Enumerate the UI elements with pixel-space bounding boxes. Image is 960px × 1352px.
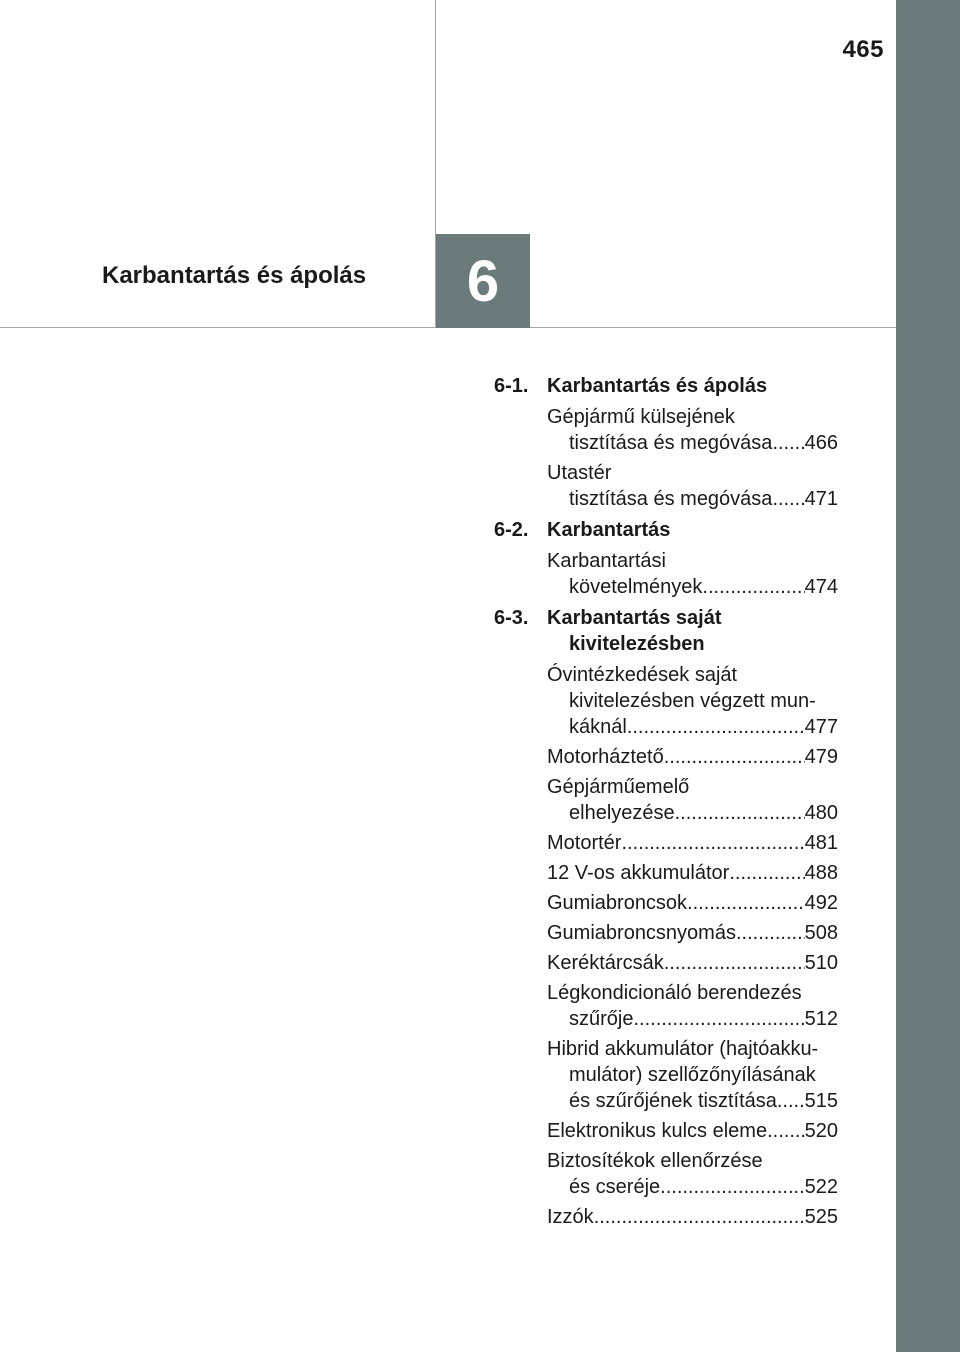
toc-entry[interactable] [547,980,838,1032]
dot-leader [621,830,804,856]
entry-page: 492 [804,892,838,914]
table-of-contents [494,373,838,1235]
entry-text: Gépjármű külsejének [547,406,735,428]
entry-page: 512 [804,1008,838,1030]
entry-text: Biztosítékok ellenőrzése [547,1150,763,1172]
entry-page: 522 [804,1176,838,1198]
entry-text: tisztítása és megóvása [569,488,773,510]
entry-page: 479 [804,746,838,768]
toc-entry[interactable] [547,1204,838,1230]
toc-section-6-3 [494,605,838,1230]
entry-page: 525 [804,1206,838,1228]
entry-text: káknál [569,716,627,738]
entry-text: Gépjárműemelő [547,776,690,798]
entry-text: és cseréje [569,1176,661,1198]
toc-entry[interactable] [547,662,838,740]
section-title-cont: kivitelezésben [569,633,705,655]
dot-leader [772,430,804,456]
entry-text: Légkondicionáló berendezés [547,982,802,1004]
dot-leader [627,714,805,740]
entry-text: szűrője [569,1008,634,1030]
toc-section-heading[interactable] [494,605,838,657]
entry-page: 474 [804,576,838,598]
section-title: Karbantartás és ápolás [547,375,768,397]
section-title: Karbantartás saját [547,607,722,629]
entry-text: követelmények [569,576,703,598]
dot-leader [772,486,804,512]
section-number: 6-3. [494,607,529,629]
entry-text: Motortér [547,832,622,854]
entry-page: 466 [804,432,838,454]
dot-leader [687,890,805,916]
entry-page: 510 [804,952,838,974]
toc-section-6-1 [494,373,838,512]
toc-entry[interactable] [547,920,838,946]
entry-text: mulátor) szellőzőnyílásának [569,1064,816,1086]
entry-text: Keréktárcsák [547,952,664,974]
dot-leader [633,1006,804,1032]
entry-text: Óvintézkedések saját [547,664,738,686]
entry-text: Hibrid akkumulátor (hajtóakku- [547,1038,819,1060]
section-number: 6-2. [494,519,529,541]
entry-page: 508 [804,922,838,944]
entry-text: Utastér [547,462,612,484]
toc-entry[interactable] [547,404,838,456]
toc-entry[interactable] [547,830,838,856]
dot-leader [729,860,804,886]
toc-entry[interactable] [547,950,838,976]
entry-text: és szűrőjének tisztítása [569,1090,777,1112]
entry-text: Gumiabroncsok [547,892,688,914]
section-number: 6-1. [494,375,529,397]
toc-entry[interactable] [547,460,838,512]
toc-entry[interactable] [547,1118,838,1144]
entry-text: 12 V-os akkumulátor [547,862,730,884]
toc-section-heading[interactable] [494,373,838,399]
dot-leader [664,744,805,770]
entry-page: 488 [804,862,838,884]
chapter-number: 6 [466,248,500,314]
entry-text: Gumiabroncsnyomás [547,922,736,944]
entry-text: Elektronikus kulcs eleme [547,1120,768,1142]
toc-entry[interactable] [547,548,838,600]
section-title: Karbantartás [547,519,671,541]
entry-text: tisztítása és megóvása [569,432,773,454]
toc-section-heading[interactable] [494,517,838,543]
side-chapter-tab [896,0,960,1352]
dot-leader [767,1118,805,1144]
dot-leader [594,1204,805,1230]
entry-page: 477 [804,716,838,738]
entry-text: kivitelezésben végzett mun- [569,690,816,712]
toc-entry[interactable] [547,890,838,916]
entry-page: 480 [804,802,838,824]
entry-text: Motorháztető [547,746,664,768]
entry-text: elhelyezése [569,802,675,824]
dot-leader [777,1088,805,1114]
entry-page: 515 [804,1090,838,1112]
dot-leader [736,920,805,946]
entry-text: Karbantartási [547,550,666,572]
entry-text: Izzók [547,1206,594,1228]
chapter-title: Karbantartás és ápolás [102,262,367,289]
page-number: 465 [842,36,884,63]
toc-entry[interactable] [547,1148,838,1200]
entry-page: 520 [804,1120,838,1142]
chapter-number-box [436,234,530,328]
dot-leader [702,574,804,600]
dot-leader [660,1174,804,1200]
toc-entry[interactable] [547,1036,838,1114]
toc-entry[interactable] [547,860,838,886]
entry-page: 481 [804,832,838,854]
toc-section-6-2 [494,517,838,600]
dot-leader [675,800,805,826]
entry-page: 471 [804,488,838,510]
toc-entry[interactable] [547,744,838,770]
toc-entry[interactable] [547,774,838,826]
dot-leader [664,950,805,976]
